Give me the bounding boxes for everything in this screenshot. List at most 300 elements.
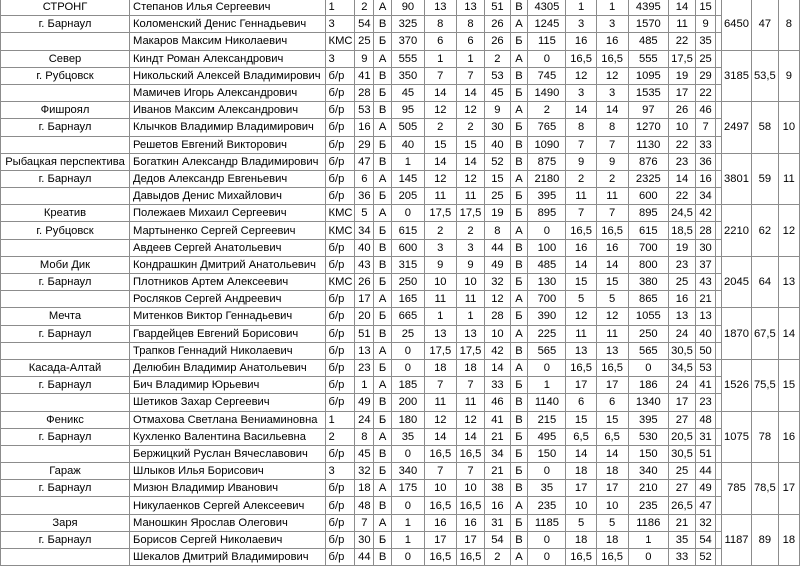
- result-cell: 6: [596, 394, 628, 411]
- result-cell: В: [374, 256, 392, 273]
- result-cell: 31: [485, 514, 510, 531]
- result-cell: 13: [456, 0, 485, 16]
- result-cell: 51: [355, 325, 374, 342]
- result-cell: 53: [355, 102, 374, 119]
- result-cell: 12: [424, 102, 456, 119]
- team-cell-empty: [1, 394, 130, 411]
- result-cell: 16,5: [566, 222, 596, 239]
- result-cell: 1: [566, 0, 596, 16]
- player-rank: б/р: [325, 170, 355, 187]
- result-cell: 615: [628, 222, 669, 239]
- spacer-cell: [716, 170, 722, 187]
- result-cell: 30,5: [669, 445, 696, 462]
- result-cell: 11: [669, 16, 696, 33]
- result-cell: 16: [485, 497, 510, 514]
- player-name: Мартыненко Сергей Сергеевич: [130, 222, 326, 239]
- result-cell: 18,5: [669, 222, 696, 239]
- player-rank: б/р: [325, 531, 355, 548]
- result-cell: 9: [485, 102, 510, 119]
- result-cell: 15: [695, 0, 715, 16]
- result-cell: 7: [424, 67, 456, 84]
- result-cell: 16,5: [596, 222, 628, 239]
- result-cell: 40: [355, 239, 374, 256]
- result-cell: 800: [628, 256, 669, 273]
- result-cell: 17: [355, 291, 374, 308]
- result-cell: 7: [456, 463, 485, 480]
- result-cell: Б: [510, 205, 528, 222]
- team-name: Мечта: [1, 308, 130, 325]
- result-cell: 895: [628, 205, 669, 222]
- result-cell: 10: [669, 119, 696, 136]
- result-cell: А: [374, 170, 392, 187]
- result-cell: 895: [528, 205, 566, 222]
- result-cell: 20,5: [669, 428, 696, 445]
- result-cell: 17: [566, 480, 596, 497]
- result-cell: 14: [596, 102, 628, 119]
- team-name: Касада-Алтай: [1, 359, 130, 376]
- result-cell: 15: [456, 136, 485, 153]
- player-name: Делюбин Владимир Анатольевич: [130, 359, 326, 376]
- table-row: [1, 497, 800, 514]
- table-row: [1, 16, 800, 33]
- result-cell: 33: [669, 549, 696, 566]
- spacer-cell: [716, 188, 722, 205]
- team-total: 2497: [722, 102, 752, 154]
- player-name: Шлыков Илья Борисович: [130, 463, 326, 480]
- result-cell: 165: [391, 291, 424, 308]
- result-cell: 0: [391, 445, 424, 462]
- result-cell: 12: [456, 102, 485, 119]
- result-cell: 21: [669, 514, 696, 531]
- player-name: Решетов Евгений Викторович: [130, 136, 326, 153]
- player-rank: КМС: [325, 274, 355, 291]
- team-city: г. Рубцовск: [1, 67, 130, 84]
- team-score: 53,5: [751, 50, 778, 102]
- table-row: [1, 308, 800, 325]
- table-row: [1, 531, 800, 548]
- player-rank: 2: [325, 428, 355, 445]
- result-cell: 25: [355, 33, 374, 50]
- result-cell: 8: [485, 222, 510, 239]
- result-cell: 0: [391, 359, 424, 376]
- result-cell: В: [510, 153, 528, 170]
- result-cell: 12: [566, 308, 596, 325]
- result-cell: 35: [391, 428, 424, 445]
- result-cell: 340: [628, 463, 669, 480]
- result-cell: 225: [528, 325, 566, 342]
- player-name: Авдеев Сергей Анатольевич: [130, 239, 326, 256]
- team-cell-empty: [1, 33, 130, 50]
- team-total: 2045: [722, 256, 752, 308]
- player-name: Кухленко Валентина Васильевна: [130, 428, 326, 445]
- result-cell: 7: [355, 514, 374, 531]
- result-cell: 26,5: [669, 497, 696, 514]
- spacer-cell: [716, 274, 722, 291]
- result-cell: 24: [355, 411, 374, 428]
- team-total: 3801: [722, 153, 752, 205]
- team-place: 9: [778, 50, 799, 102]
- result-cell: 8: [566, 119, 596, 136]
- result-cell: 41: [695, 377, 715, 394]
- result-cell: 18: [596, 531, 628, 548]
- result-cell: 14: [424, 428, 456, 445]
- table-row: [1, 325, 800, 342]
- player-rank: 1: [325, 411, 355, 428]
- result-cell: 14: [485, 359, 510, 376]
- result-cell: 17: [596, 377, 628, 394]
- result-cell: 530: [628, 428, 669, 445]
- result-cell: 1535: [628, 84, 669, 101]
- result-cell: 14: [456, 153, 485, 170]
- team-total: 2210: [722, 205, 752, 257]
- result-cell: 13: [566, 342, 596, 359]
- team-cell-empty: [1, 291, 130, 308]
- result-cell: 1: [456, 308, 485, 325]
- result-cell: 1185: [528, 514, 566, 531]
- result-cell: 46: [695, 102, 715, 119]
- result-cell: 44: [355, 549, 374, 566]
- result-cell: 16: [355, 119, 374, 136]
- result-cell: 11: [596, 188, 628, 205]
- result-cell: 97: [628, 102, 669, 119]
- table-row: [1, 222, 800, 239]
- result-cell: 150: [528, 445, 566, 462]
- result-cell: 15: [566, 274, 596, 291]
- result-cell: 11: [456, 291, 485, 308]
- player-rank: 3: [325, 463, 355, 480]
- result-cell: 51: [485, 0, 510, 16]
- result-cell: Б: [374, 222, 392, 239]
- result-cell: 53: [485, 67, 510, 84]
- result-cell: 37: [695, 256, 715, 273]
- result-cell: 52: [695, 549, 715, 566]
- result-cell: 32: [695, 514, 715, 531]
- table-row: [1, 256, 800, 273]
- result-cell: В: [374, 16, 392, 33]
- spacer-cell: [716, 342, 722, 359]
- player-rank: б/р: [325, 256, 355, 273]
- result-cell: 1: [424, 308, 456, 325]
- result-cell: 12: [485, 291, 510, 308]
- result-cell: 24: [669, 377, 696, 394]
- spacer-cell: [716, 377, 722, 394]
- result-cell: 16,5: [596, 549, 628, 566]
- player-rank: б/р: [325, 480, 355, 497]
- result-cell: 8: [596, 119, 628, 136]
- spacer-cell: [716, 136, 722, 153]
- result-cell: 7: [566, 205, 596, 222]
- result-cell: 13: [456, 325, 485, 342]
- player-name: Кондрашкин Дмитрий Анатольевич: [130, 256, 326, 273]
- result-cell: 14: [596, 445, 628, 462]
- result-cell: 175: [391, 480, 424, 497]
- result-cell: 9: [355, 50, 374, 67]
- result-cell: 150: [628, 445, 669, 462]
- team-score: 89: [751, 514, 778, 566]
- result-cell: 1270: [628, 119, 669, 136]
- team-name: Гараж: [1, 463, 130, 480]
- result-cell: 2: [485, 549, 510, 566]
- result-cell: 30: [695, 239, 715, 256]
- result-cell: 24,5: [669, 205, 696, 222]
- result-cell: 2: [355, 0, 374, 16]
- result-cell: 1: [596, 0, 628, 16]
- result-cell: 20: [355, 308, 374, 325]
- result-cell: 54: [355, 16, 374, 33]
- result-cell: 5: [596, 291, 628, 308]
- result-cell: 26: [485, 16, 510, 33]
- result-cell: 9: [456, 256, 485, 273]
- result-cell: 17,5: [669, 50, 696, 67]
- team-name: Моби Дик: [1, 256, 130, 273]
- team-name: Феникс: [1, 411, 130, 428]
- player-name: Дедов Александр Евгеньевич: [130, 170, 326, 187]
- result-cell: 7: [456, 67, 485, 84]
- result-cell: А: [374, 342, 392, 359]
- result-cell: 11: [424, 291, 456, 308]
- result-cell: 14: [424, 153, 456, 170]
- result-cell: 16,5: [456, 497, 485, 514]
- result-cell: 28: [485, 308, 510, 325]
- result-cell: 21: [695, 291, 715, 308]
- result-cell: 1186: [628, 514, 669, 531]
- result-cell: 665: [391, 308, 424, 325]
- table-row: [1, 119, 800, 136]
- team-city: г. Барнаул: [1, 325, 130, 342]
- result-cell: 115: [528, 33, 566, 50]
- player-rank: б/р: [325, 445, 355, 462]
- table-row: [1, 342, 800, 359]
- result-cell: 30: [485, 119, 510, 136]
- team-cell-empty: [1, 239, 130, 256]
- player-name: Шекалов Дмитрий Владимирович: [130, 549, 326, 566]
- result-cell: 15: [566, 411, 596, 428]
- result-cell: 16: [596, 33, 628, 50]
- result-cell: 33: [695, 136, 715, 153]
- result-cell: 1: [456, 50, 485, 67]
- result-cell: В: [510, 239, 528, 256]
- team-score: 78: [751, 411, 778, 463]
- result-cell: Б: [510, 274, 528, 291]
- result-cell: 18: [456, 359, 485, 376]
- result-cell: Б: [510, 445, 528, 462]
- result-cell: 1130: [628, 136, 669, 153]
- table-row: [1, 463, 800, 480]
- result-cell: Б: [510, 377, 528, 394]
- player-rank: б/р: [325, 514, 355, 531]
- result-cell: А: [510, 102, 528, 119]
- team-place: 13: [778, 256, 799, 308]
- table-row: [1, 205, 800, 222]
- result-cell: 46: [485, 394, 510, 411]
- team-score: 58: [751, 102, 778, 154]
- player-name: Коломенский Денис Геннадьевич: [130, 16, 326, 33]
- spacer-cell: [716, 239, 722, 256]
- result-cell: В: [510, 0, 528, 16]
- player-rank: КМС: [325, 222, 355, 239]
- table-row: [1, 377, 800, 394]
- player-rank: б/р: [325, 291, 355, 308]
- result-cell: 3: [596, 16, 628, 33]
- result-cell: 19: [669, 67, 696, 84]
- spacer-cell: [716, 394, 722, 411]
- result-cell: 22: [695, 84, 715, 101]
- team-cell-empty: [1, 342, 130, 359]
- result-cell: 21: [485, 428, 510, 445]
- result-cell: 2: [596, 170, 628, 187]
- result-cell: 16,5: [566, 549, 596, 566]
- result-cell: 12: [456, 170, 485, 187]
- result-cell: 23: [669, 256, 696, 273]
- result-cell: 49: [485, 256, 510, 273]
- result-cell: 35: [695, 33, 715, 50]
- result-cell: 250: [391, 274, 424, 291]
- result-cell: 395: [528, 188, 566, 205]
- result-cell: 25: [391, 325, 424, 342]
- result-cell: 11: [424, 188, 456, 205]
- result-cell: 13: [596, 342, 628, 359]
- result-cell: 9: [566, 153, 596, 170]
- result-cell: А: [374, 50, 392, 67]
- result-cell: 185: [391, 377, 424, 394]
- result-cell: 14: [456, 428, 485, 445]
- result-cell: 1: [628, 531, 669, 548]
- result-cell: 2325: [628, 170, 669, 187]
- result-cell: 1340: [628, 394, 669, 411]
- result-cell: 876: [628, 153, 669, 170]
- result-cell: 6: [566, 394, 596, 411]
- result-cell: 14: [669, 0, 696, 16]
- result-cell: 1570: [628, 16, 669, 33]
- result-cell: 16,5: [596, 359, 628, 376]
- result-cell: В: [510, 411, 528, 428]
- result-cell: 205: [391, 188, 424, 205]
- table-row: [1, 480, 800, 497]
- result-cell: 235: [528, 497, 566, 514]
- result-cell: 30: [355, 531, 374, 548]
- result-cell: 12: [424, 170, 456, 187]
- result-cell: 14: [669, 170, 696, 187]
- result-cell: 16,5: [566, 50, 596, 67]
- player-name: Клычков Владимир Владимирович: [130, 119, 326, 136]
- result-cell: Б: [374, 531, 392, 548]
- team-place: 12: [778, 205, 799, 257]
- result-cell: 31: [695, 428, 715, 445]
- result-cell: 6: [355, 170, 374, 187]
- result-cell: 36: [355, 188, 374, 205]
- result-cell: 17: [669, 84, 696, 101]
- team-total: 6450: [722, 0, 752, 50]
- result-cell: 600: [628, 188, 669, 205]
- result-cell: В: [510, 394, 528, 411]
- result-cell: А: [510, 170, 528, 187]
- spacer-cell: [716, 222, 722, 239]
- result-cell: 49: [355, 394, 374, 411]
- result-cell: 19: [485, 205, 510, 222]
- player-name: Давыдов Денис Михайлович: [130, 188, 326, 205]
- result-cell: Б: [510, 188, 528, 205]
- result-cell: 27: [669, 480, 696, 497]
- team-place: 8: [778, 0, 799, 50]
- result-cell: 2180: [528, 170, 566, 187]
- result-cell: А: [510, 50, 528, 67]
- table-row: [1, 411, 800, 428]
- result-cell: 5: [566, 291, 596, 308]
- spacer-cell: [716, 33, 722, 50]
- result-cell: 495: [528, 428, 566, 445]
- result-cell: 34: [695, 188, 715, 205]
- result-cell: Б: [510, 463, 528, 480]
- result-cell: 25: [695, 50, 715, 67]
- player-rank: б/р: [325, 119, 355, 136]
- team-place: 10: [778, 102, 799, 154]
- player-name: Никулаенков Сергей Алексеевич: [130, 497, 326, 514]
- result-cell: 4305: [528, 0, 566, 16]
- result-cell: 7: [566, 136, 596, 153]
- result-cell: Б: [510, 514, 528, 531]
- result-cell: 32: [485, 274, 510, 291]
- team-cell-empty: [1, 188, 130, 205]
- result-cell: А: [510, 222, 528, 239]
- result-cell: Б: [374, 463, 392, 480]
- result-cell: 11: [456, 394, 485, 411]
- result-cell: 12: [566, 67, 596, 84]
- result-cell: А: [510, 497, 528, 514]
- result-cell: В: [374, 67, 392, 84]
- table-row: [1, 239, 800, 256]
- result-cell: 1: [424, 50, 456, 67]
- result-cell: 14: [566, 256, 596, 273]
- result-cell: 34: [485, 445, 510, 462]
- player-rank: б/р: [325, 308, 355, 325]
- result-cell: 8: [424, 16, 456, 33]
- result-cell: 350: [391, 67, 424, 84]
- player-name: Росляков Сергей Андреевич: [130, 291, 326, 308]
- result-cell: 18: [596, 463, 628, 480]
- result-cell: 44: [695, 463, 715, 480]
- result-cell: 0: [628, 359, 669, 376]
- result-cell: 250: [628, 325, 669, 342]
- result-cell: 16: [424, 514, 456, 531]
- result-cell: 2: [424, 222, 456, 239]
- result-cell: Б: [374, 33, 392, 50]
- result-cell: 11: [596, 325, 628, 342]
- result-cell: Б: [374, 359, 392, 376]
- result-cell: 7: [596, 136, 628, 153]
- player-name: Никольский Алексей Владимирович: [130, 67, 326, 84]
- player-name: Степанов Илья Сергеевич: [130, 0, 326, 16]
- team-city: г. Барнаул: [1, 480, 130, 497]
- player-rank: б/р: [325, 239, 355, 256]
- result-cell: 2: [566, 170, 596, 187]
- table-row: [1, 394, 800, 411]
- spacer-cell: [716, 67, 722, 84]
- result-cell: 2: [528, 102, 566, 119]
- table-row: [1, 0, 800, 16]
- result-cell: 14: [566, 102, 596, 119]
- result-cell: 13: [669, 308, 696, 325]
- result-cell: 24: [669, 325, 696, 342]
- player-name: Богаткин Александр Владимирович: [130, 153, 326, 170]
- result-cell: 14: [456, 84, 485, 101]
- team-city: г. Рубцовск: [1, 222, 130, 239]
- result-cell: 1055: [628, 308, 669, 325]
- result-cell: 26: [355, 274, 374, 291]
- player-rank: б/р: [325, 325, 355, 342]
- result-cell: 600: [391, 239, 424, 256]
- team-name: Фишроял: [1, 102, 130, 119]
- result-cell: 0: [628, 549, 669, 566]
